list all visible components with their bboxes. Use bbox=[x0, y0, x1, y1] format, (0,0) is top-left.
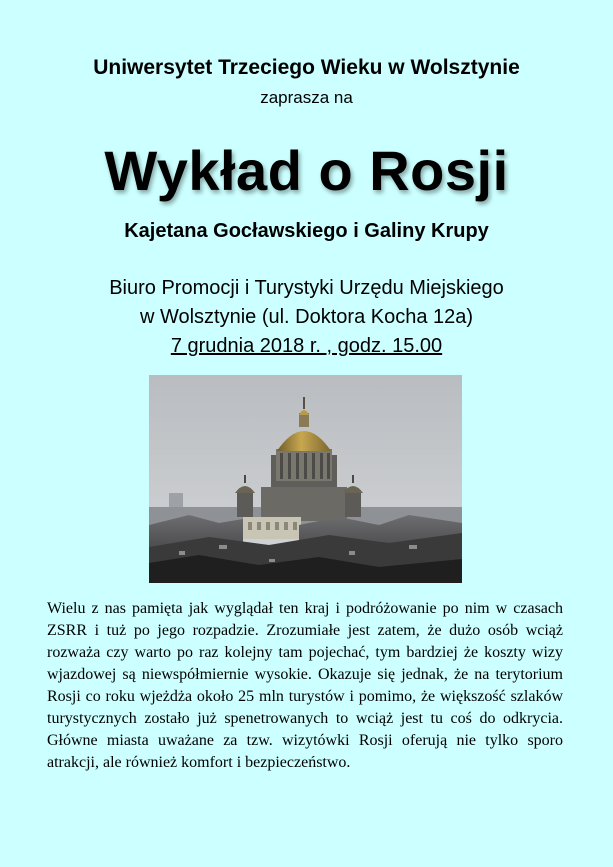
date-time: 7 grudnia 2018 r. , godz. 15.00 bbox=[170, 335, 443, 357]
description-paragraph: Wielu z nas pamięta jak wyglądał ten kraj i podróżowanie po nim w czasach ZSRR i tuż po jego rozpadzie. Zrozumiałe jest zatem, że dużo osób wciąż rozważa czy warto po raz kolejny tam pojechać, tym bardziej że koszty wizy wjazdowej są niewspółmiernie wysokie. Okazuje się jednak, że na terytorium Rosji co roku wjeżdża około 25 mln turystów i pomimo, że większość szlaków turystycznych zostało już spenetrowanych to wciąż jest tu coś do odkrycia. Główne miasta uważane za tzw. wizytówki Rosji oferują nie tylko sporo atrakcji, ale również komfort i bezpieczeństwo. bbox=[47, 600, 563, 771]
cathedral-photo bbox=[149, 375, 462, 583]
organization-name: Uniwersytet Trzeciego Wieku w Wolsztynie bbox=[93, 56, 520, 79]
invites-text: zaprasza na bbox=[260, 88, 353, 107]
venue-line-1: Biuro Promocji i Turystyki Urzędu Miejskiego bbox=[109, 277, 504, 299]
lecture-title: Wykład o Rosji bbox=[104, 139, 509, 202]
lecturers-names: Kajetana Gocławskiego i Galiny Krupy bbox=[124, 220, 489, 242]
venue-block bbox=[0, 274, 613, 361]
venue-line-2: w Wolsztynie (ul. Doktora Kocha 12a) bbox=[139, 306, 474, 328]
